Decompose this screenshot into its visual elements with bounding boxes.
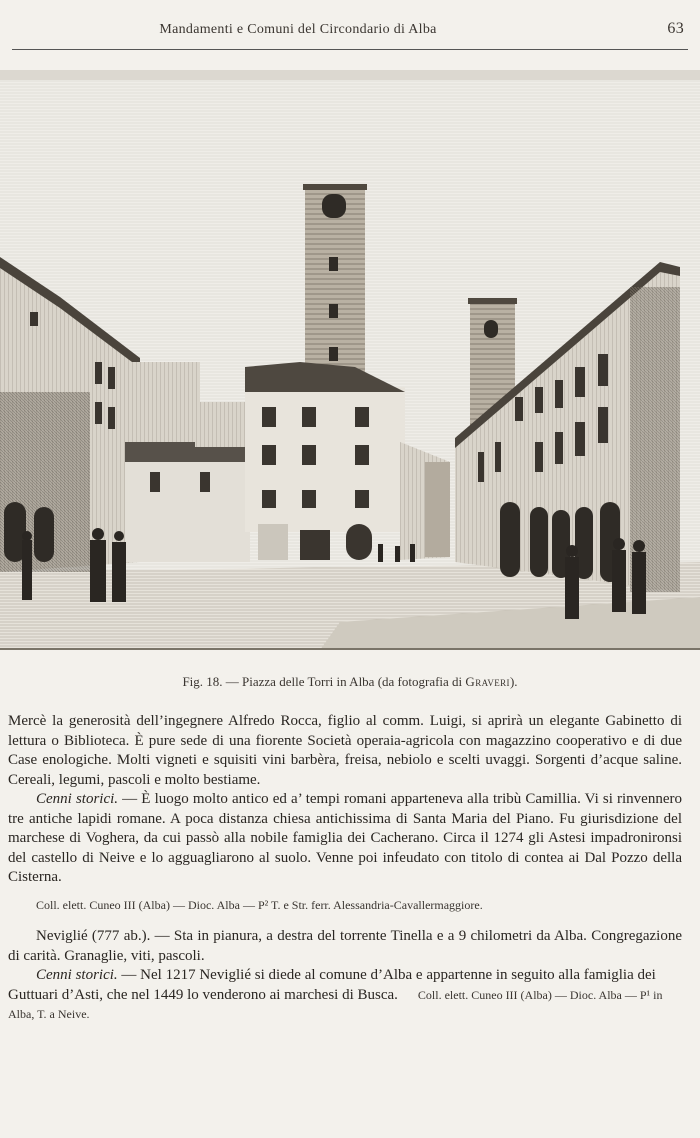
caption-text: — Piazza delle Torri in Alba (da fotografia di [225,674,466,689]
running-header [12,16,684,46]
piazza-engraving [0,62,700,652]
paragraph-3 [8,927,682,966]
figure-caption [0,674,700,690]
running-title: Mandamenti e Comuni del Circondario di Alba [159,22,437,37]
paragraph-4 [8,966,682,1025]
paragraph-2-text: — È luogo molto antico ed a’ tempi romani apparteneva alla tribù Camillia. Vi si rinvennero tre antiche lapidi romane. A poca distanza chiesa antichissima di Santa Maria del Piano. Fu giurisdizione del marchese di Voghera, da cui passò alla nobile famiglia dei Cacherano. Circa il 1274 gli Astesi impadronironsi del castello di Neive e lo agguagliarono al suolo. Venne poi infeudato con titolo di contea ai Dal Pozzo della Cisterna. [8,791,682,885]
figure-label: Fig. 18. [182,674,223,689]
paragraph-2 [8,790,682,888]
engraving-illustration [0,62,700,652]
section-lead: Cenni storici. [36,791,119,807]
entry-name: Neviglié [36,928,88,944]
page-number: 63 [667,20,684,37]
caption-author: Graveri [465,674,510,689]
caption-end: ). [509,674,518,689]
paragraph-3-text: (777 ab.). — Sta in pianura, a destra del torrente Tinella e a 9 chilometri da Alba. Congregazione di carità. Granaglie, viti, pascoli. [8,928,682,964]
paragraph-1: Mercè la generosità dell’ingegnere Alfredo Rocca, figlio al comm. Luigi, si aprirà un elegante Gabinetto di lettura o Biblioteca. È pure sede di una fiorente Società operaia-agricola con magazzino cooperativo e di due Case enologiche. Molti vigneti e squisiti vini barbèra, freisa, nebiolo e scelti uvaggi. Sorgenti d’acque saline. Cereali, legumi, pascoli e molto bestiame. [8,713,682,788]
electoral-note-1: Coll. elett. Cuneo III (Alba) — Dioc. Alba — P² T. e Str. ferr. Alessandria-Cavallermaggiore. [36,897,483,912]
body-text [8,712,682,1025]
header-rule [12,49,688,50]
paragraph-4-text: — Nel 1217 Neviglié si diede al comune d’Alba e appartenne in seguito alla famiglia dei Guttuari d’Asti, che nel 1449 lo venderono ai marchesi di Busca. [8,967,656,1003]
section-lead-2: Cenni storici. [36,967,118,983]
electoral-note-2: Coll. elett. Cuneo III (Alba) — Dioc. Alba — P¹ in Alba, T. a Neive. [8,987,663,1021]
